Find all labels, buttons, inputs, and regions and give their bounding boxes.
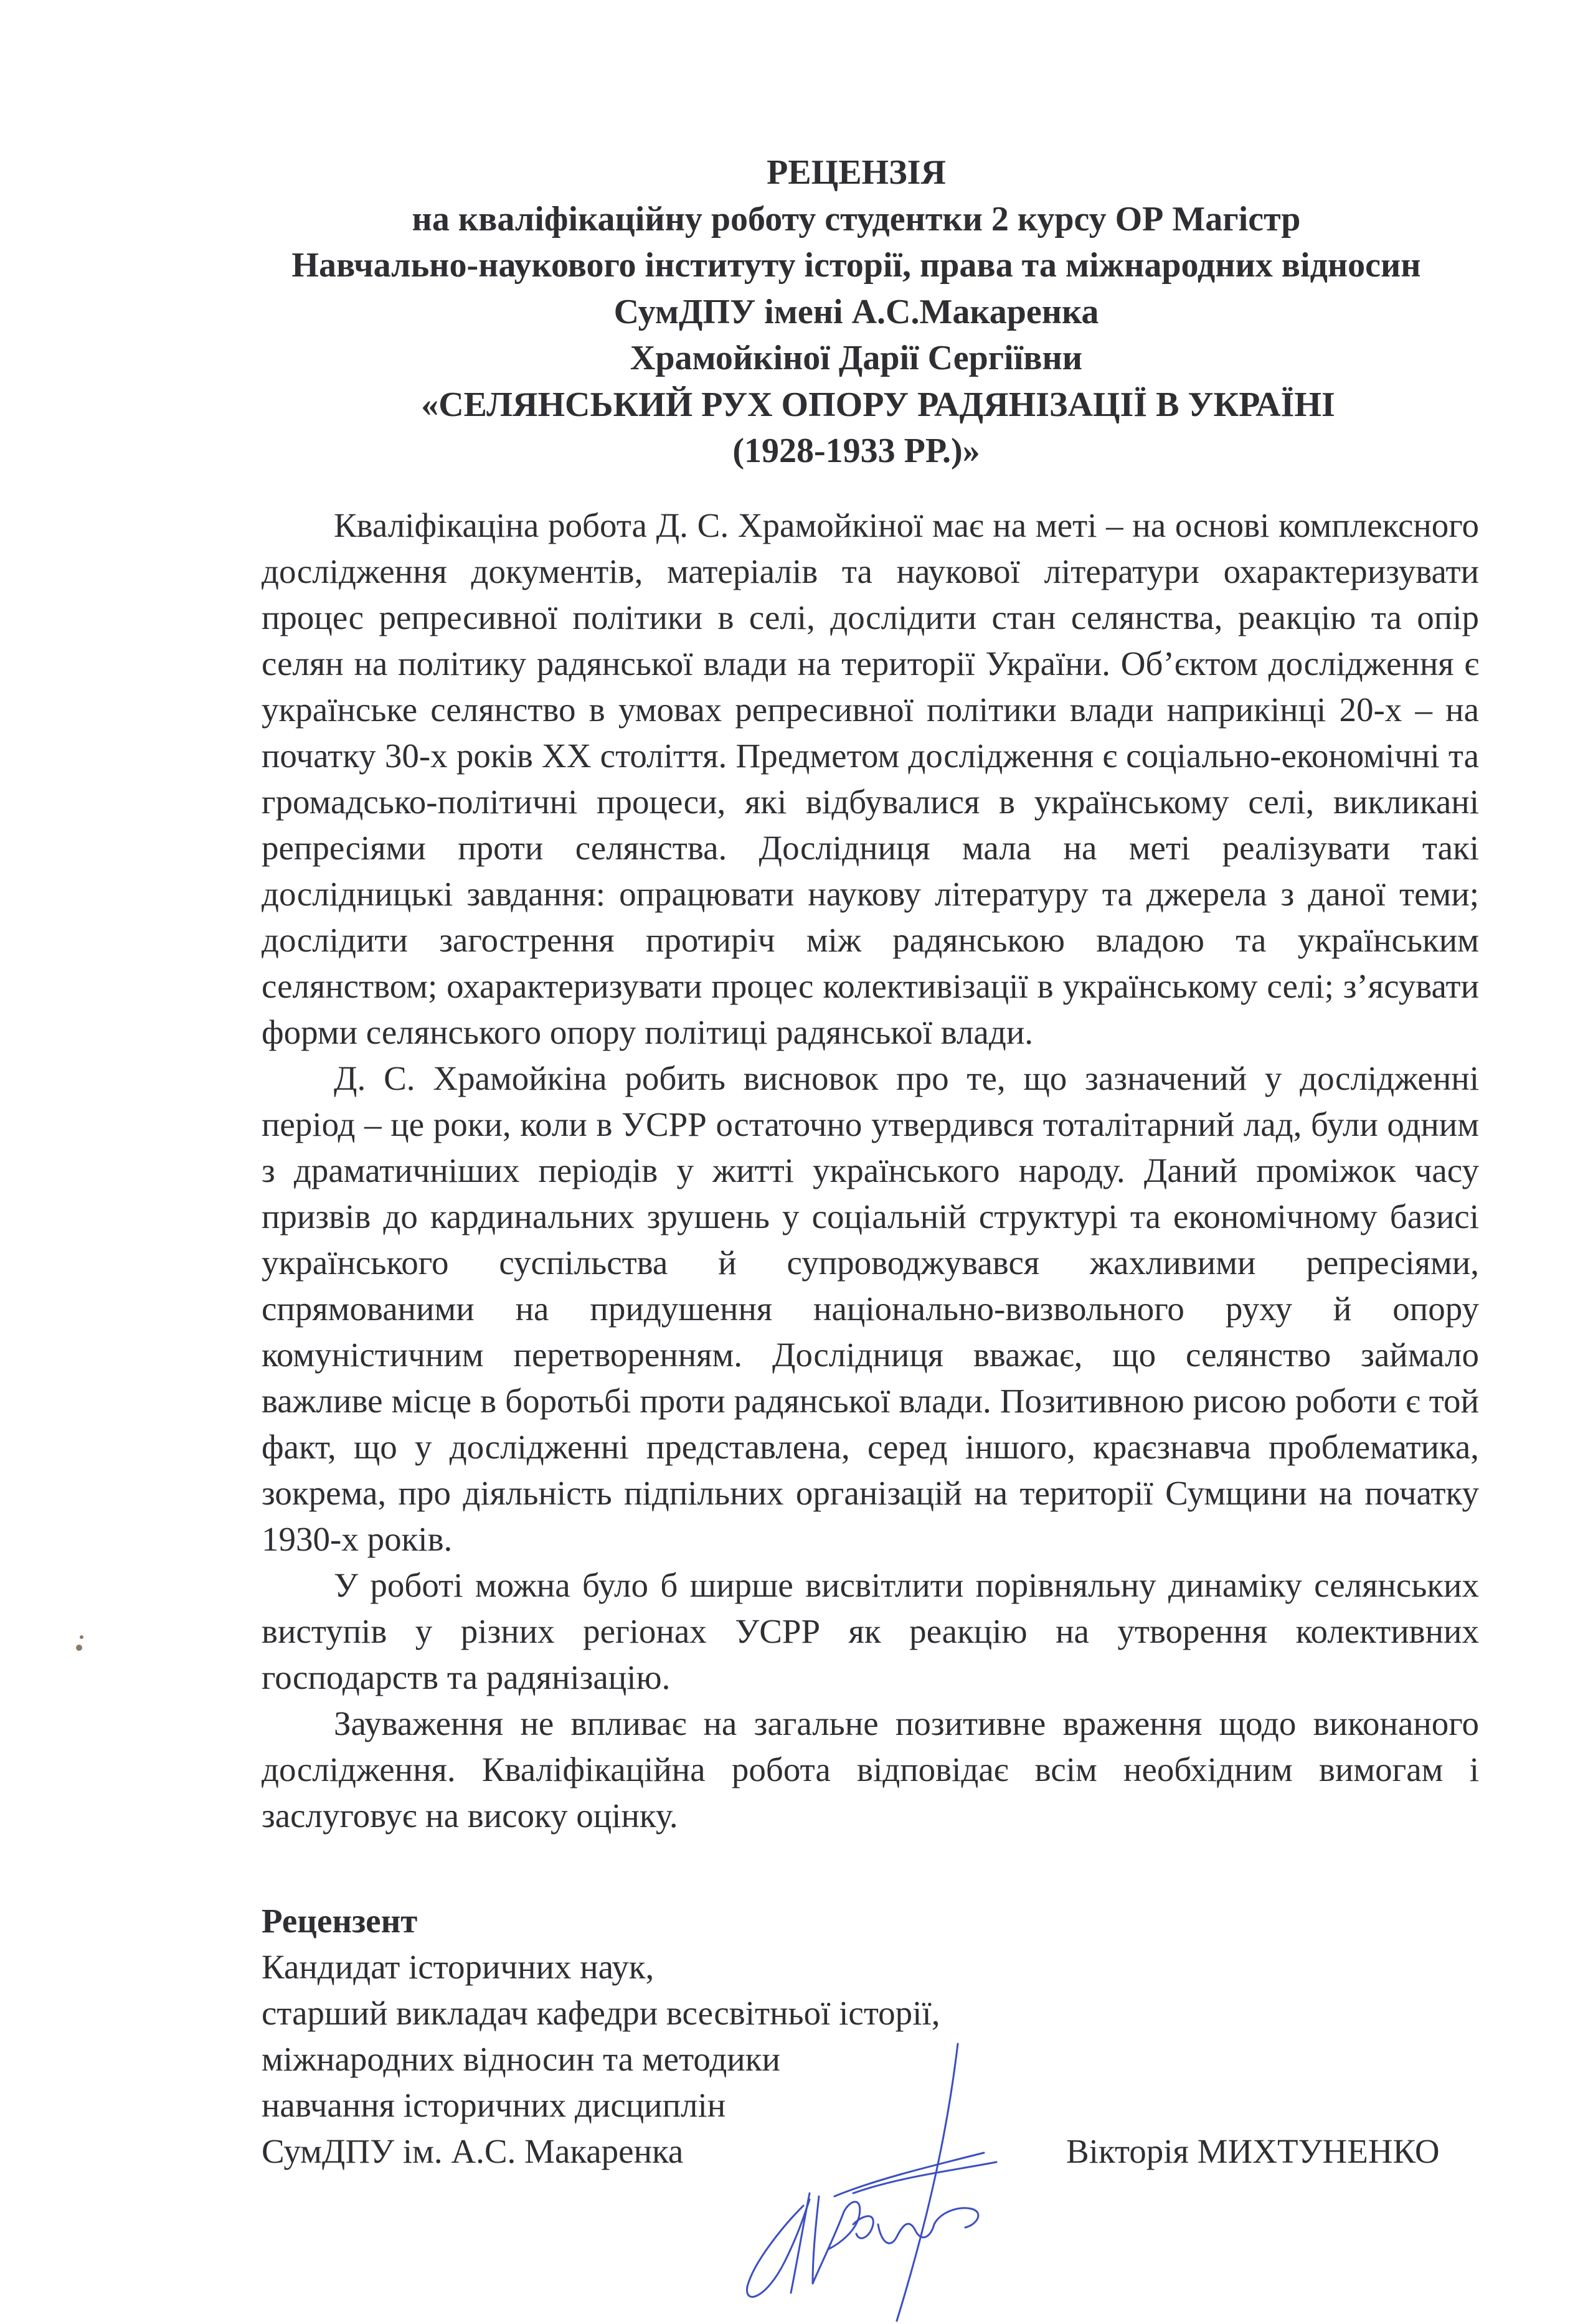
reviewer-position-line: СумДПУ ім. А.С. Макаренка — [262, 2132, 684, 2170]
paragraph: Кваліфікаціна робота Д. С. Храмойкіної має на меті – на основі комплексного дослідження документів, матеріалів та наукової літератури охарактеризувати процес репресивної політики в селі, дослідити стан селянства, реакцію та опір селян на політику радянської влади на території України. Об’єктом дослідження є українське селянство в умовах репресивної політики влади наприкінці 20-х – на початку 30-х років XX століття. Предметом дослідження є соціально-економічні та громадсько-політичні процеси, які відбувалися в українському селі, викликані репресіями проти селянства. Дослідниця мала на меті реалізувати такі дослідницькі завдання: опрацювати наукову літературу та джерела з даної теми; дослідити загострення протиріч між радянською владою та українським селянством; охарактеризувати процес колективізації в українському селі; з’ясувати форми селянського опору політиці радянської влади. — [262, 506, 1479, 1051]
document-header — [187, 149, 1526, 475]
document-title: РЕЦЕНЗІЯ — [767, 153, 946, 192]
reviewer-position-line: Кандидат історичних наук, — [262, 1947, 655, 1986]
review-body — [262, 503, 1479, 1839]
thesis-topic-line: (1928-1933 РР.)» — [732, 432, 980, 470]
subtitle-line: на кваліфікаційну роботу студентки 2 курсу ОР Магістр — [412, 199, 1301, 239]
reviewer-position-line: старший викладач кафедри всесвітньої історії, — [262, 1993, 940, 2032]
reviewer-position-line: навчання історичних дисциплін — [262, 2085, 726, 2124]
paragraph: Д. С. Храмойкіна робить висновок про те, що зазначений у дослідженні період – це роки, коли в УСРР остаточно утвердився тоталітарний лад, були одним з драматичніших періодів у житті українського народу. Даний проміжок часу призвів до кардинальних зрушень у соціальній структурі та економічному базисі українського суспільства й супроводжувався жахливими репресіями, спрямованими на придушення національно-визвольного руху й опору комуністичним перетворенням. Дослідниця вважає, що селянство займало важливе місце в боротьбі проти радянської влади. Позитивною рисою роботи є той факт, що у дослідженні представлена, серед іншого, краєзнавча проблематика, зокрема, про діяльність підпільних організацій на території Сумщини на початку 1930-х років. — [262, 1059, 1479, 1558]
reviewer-name: Вікторія МИХТУНЕНКО — [1066, 2132, 1440, 2170]
thesis-topic-line: «СЕЛЯНСЬКИЙ РУХ ОПОРУ РАДЯНІЗАЦІЇ В УКРАЇНІ — [421, 385, 1335, 424]
subtitle-line: СумДПУ імені А.С.Макаренка — [613, 292, 1099, 331]
reviewer-position-line: міжнародних відносин та методики — [262, 2039, 780, 2078]
reviewer-label: Рецензент — [262, 1901, 418, 1940]
scan-speck — [80, 1635, 83, 1639]
student-name: Храмойкіної Дарії Сергіївни — [630, 339, 1083, 377]
subtitle-line: Навчально-наукового інституту історії, права та міжнародних відносин — [291, 246, 1421, 285]
scan-speck — [76, 1645, 82, 1651]
paragraph: У роботі можна було б ширше висвітлити порівняльну динаміку селянських виступів у різних регіонах УСРР як реакцію на утворення колективних господарств та радянізацію. — [262, 1566, 1479, 1696]
reviewer-section — [262, 1898, 1482, 2175]
paragraph: Зауваження не впливає на загальне позитивне враження щодо виконаного дослідження. Кваліфікаційна робота відповідає всім необхідним вимогам і заслуговує на високу оцінку. — [262, 1704, 1479, 1835]
